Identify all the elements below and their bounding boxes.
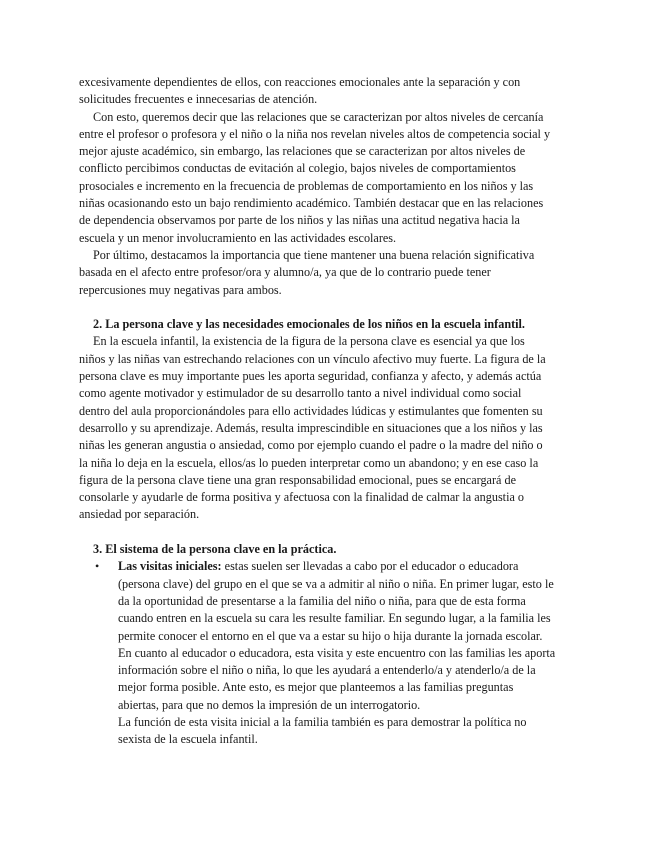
text-line: mejor forma posible. Ante esto, es mejor que planteemos a las familias preguntas	[118, 680, 514, 695]
text-line: la niña lo deja en la escuela, ellos/as lo pueden interpretar como un abandono; y en ese caso la	[79, 455, 539, 470]
text-line: niñas ocasionando esto un bajo rendimiento académico. También destacar que en las relaciones	[79, 196, 544, 211]
text-line: prosociales e incremento en la frecuencia de problemas de comportamiento en los niños y las	[79, 178, 534, 193]
text-line: (persona clave) del grupo en el que se va a admitir al niño o niña. En primer lugar, esto le	[118, 576, 554, 591]
text-line: Con esto, queremos decir que las relaciones que se caracterizan por altos niveles de cercanía	[93, 109, 544, 124]
text-line: desarrollo y su aprendizaje. Además, resulta imprescindible en situaciones que a los niños y las	[79, 420, 543, 435]
paragraph-continuation	[79, 74, 579, 109]
text-line: conflicto percibimos conductas de evitación al colegio, bajos niveles de comportamientos	[79, 161, 516, 176]
text-line: dentro del aula proporcionándoles para ello actividades lúdicas y estimulantes que fomenten su	[79, 403, 543, 418]
text-line: excesivamente dependientes de ellos, con reacciones emocionales ante la separación y con	[79, 75, 521, 89]
text-line: consolarle y ayudarle de forma positiva y afectuosa con la finalidad de calmar la angustia o	[79, 490, 525, 505]
bullet-icon: •	[95, 559, 100, 574]
paragraph-relationships	[79, 109, 579, 247]
text-line: Por último, destacamos la importancia que tiene mantener una buena relación significativa	[93, 247, 535, 262]
text-line: información sobre el niño o niña, lo que les ayudará a entenderlo/a y atenderlo/a de la	[118, 663, 536, 678]
text-line: mejor ajuste académico, sin embargo, las relaciones que se caracterizan por altos niveles de	[79, 144, 526, 159]
spacer	[79, 524, 579, 541]
text-line: sexista de la escuela infantil.	[118, 732, 258, 747]
paragraph-key-person	[79, 333, 579, 523]
bullet-first-line	[118, 558, 579, 575]
text-line: figura de la persona clave tiene una gran responsabilidad emocional, pues se encargará de	[79, 472, 516, 487]
text-line: abiertas, para que no demos la impresión de un interrogatorio.	[118, 697, 421, 712]
text-line: niñas les generan angustia o ansiedad, como por ejemplo cuando el padre o la madre del niño o	[79, 438, 543, 453]
bullet-first-line-text: estas suelen ser llevadas a cabo por el educador o educadora	[221, 559, 519, 574]
text-line: entre el profesor o profesora y el niño o la niña nos revelan niveles altos de competencia social y	[79, 126, 551, 141]
section-3-heading: 3. El sistema de la persona clave en la práctica.	[93, 542, 337, 557]
text-line: cuando entren en la escuela su cara les resulte familiar. En segundo lugar, a la familia les	[118, 611, 551, 626]
bullet-item-initial-visits	[79, 558, 579, 748]
text-line: niños y las niñas van estrechando relaciones con un vínculo afectivo muy fuerte. La figura de la	[79, 351, 546, 366]
text-line: En la escuela infantil, la existencia de la figura de la persona clave es esencial ya que los	[93, 334, 525, 349]
bullet-lead-term: Las visitas iniciales:	[118, 559, 222, 574]
document-page	[79, 74, 579, 749]
text-line: En cuanto al educador o educadora, esta visita y este encuentro con las familias les aporta	[118, 645, 556, 660]
paragraph-conclusion	[79, 247, 579, 299]
text-line: repercusiones muy negativas para ambos.	[79, 282, 282, 297]
text-line: basada en el afecto entre profesor/ora y alumno/a, ya que de lo contrario puede tener	[79, 265, 491, 280]
text-line: solicitudes frecuentes e innecesarias de atención.	[79, 92, 318, 107]
text-line: escuela y un menor involucramiento en las actividades escolares.	[79, 230, 397, 245]
text-line: de dependencia observamos por parte de los niños y las niñas una actitud negativa hacia la	[79, 213, 520, 228]
spacer	[79, 299, 579, 316]
section-2-heading: 2. La persona clave y las necesidades emocionales de los niños en la escuela infantil.	[93, 317, 525, 332]
text-line: ansiedad por separación.	[79, 507, 200, 522]
text-line: persona clave es muy importante pues les aporta seguridad, confianza y afecto, y además actúa	[79, 369, 542, 384]
text-line: permite conocer el entorno en el que va a estar su hijo o hija durante la jornada escolar.	[118, 628, 543, 643]
text-line: como agente motivador y estimulador de su desarrollo tanto a nivel individual como social	[79, 386, 522, 401]
text-line: da la oportunidad de presentarse a la familia del niño o niña, para que de esta forma	[118, 593, 526, 608]
text-line: La función de esta visita inicial a la familia también es para demostrar la política no	[118, 714, 527, 729]
